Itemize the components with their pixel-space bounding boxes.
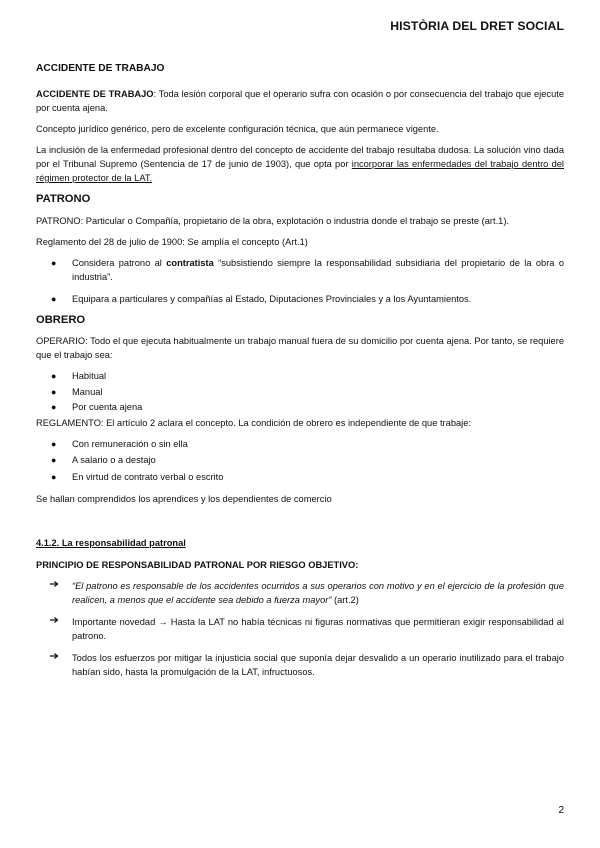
section-heading-obrero: OBRERO (36, 314, 86, 326)
page-number: 2 (558, 805, 564, 816)
arrow-right-icon (49, 651, 59, 661)
list-item-text: Manual (72, 386, 103, 397)
list-item (36, 469, 564, 486)
responsabilidad-novedad: Importante novedad → Hasta la LAT no había técnicas ni figuras normativas que permitieran exigir responsabilidad al patrono. (72, 617, 564, 641)
responsabilidad-subheading: PRINCIPIO DE RESPONSABILIDAD PATRONAL POR RIESGO OBJETIVO: (36, 560, 359, 570)
bullet-icon: ● (51, 371, 57, 381)
section-heading-accidente: ACCIDENTE DE TRABAJO (36, 63, 165, 74)
list-item-text: Por cuenta ajena (72, 402, 143, 412)
patrono-paragraph-1: PATRONO: Particular o Compañía, propietario de la obra, explotación o industria donde el trabajo se preste (art.1). (36, 216, 510, 226)
accidente-paragraph-2: Concepto jurídico genérico, pero de excelente configuración técnica, que aún permanece vigente. (36, 124, 439, 134)
accidente-paragraph-3-underlined: incorporar las enfermedades del trabajo dentro del régimen protector de la LAT. (36, 159, 564, 183)
patrono-bullet-2-text: Equipara a particulares y compañías al Estado, Diputaciones Provinciales y a los Ayuntamientos. (72, 294, 472, 304)
list-item (36, 436, 564, 453)
bullet-icon: ● (51, 455, 57, 465)
page-header-title: HISTÒRIA DEL DRET SOCIAL (390, 19, 564, 33)
patrono-bullet-list (36, 256, 564, 306)
responsabilidad-quote-ref: (art.2) (331, 595, 359, 605)
section-heading-patrono: PATRONO (36, 193, 91, 205)
list-item-text: En virtud de contrato verbal o escrito (72, 471, 224, 482)
list-item (36, 579, 564, 607)
accidente-paragraph-3-text: La inclusión de la enfermedad profesional dentro del concepto de accidente del trabajo resultaba dudosa. La solución vino dada por el Tribunal Supremo (Sentencia de 17 de junio de 1903), que opta por (36, 145, 564, 169)
list-item-text: Con remuneración o sin ella (72, 438, 188, 449)
obrero-requirements-list (36, 369, 564, 416)
bullet-icon: ● (51, 402, 57, 412)
arrow-right-icon (49, 579, 59, 589)
bullet-icon: ● (51, 438, 57, 449)
section-heading-responsabilidad (36, 536, 564, 550)
list-item (36, 385, 564, 401)
patrono-bullet-1-post: “subsistiendo siempre la responsabilidad subsidiaria del propietario de la obra o industria”. (72, 258, 564, 282)
patrono-paragraph-2: Reglamento del 28 de julio de 1900: Se amplía el concepto (Art.1) (36, 237, 308, 247)
list-item (36, 256, 564, 284)
list-item-text: A salario o a destajo (72, 455, 156, 465)
patrono-bullet-1-pre: Considera patrono al (72, 258, 167, 268)
section-heading-responsabilidad-text: 4.1.2. La responsabilidad patronal (36, 538, 186, 548)
bullet-icon: ● (51, 471, 57, 482)
list-item (36, 369, 564, 385)
bullet-icon: ● (51, 294, 57, 304)
list-item-text: Habitual (72, 371, 107, 381)
accidente-definition (36, 87, 564, 115)
bullet-icon: ● (51, 258, 57, 268)
list-item (36, 292, 564, 306)
responsabilidad-esfuerzos: Todos los esfuerzos por mitigar la injusticia social que suponía dejar desvalido a un operario inutilizado para el trabajo habían sido, hasta la promulgación de la LAT, infructuosos. (72, 653, 564, 677)
accidente-paragraph-3 (36, 143, 564, 185)
responsabilidad-quote: “El patrono es responsable de los accidentes ocurridos a sus operarios con motivo y en el ejercicio de la profesión que realicen, a menos que el accidente sea debido a fuerza mayor” (72, 581, 564, 605)
accidente-definition-label: ACCIDENTE DE TRABAJO (36, 89, 154, 99)
list-item (36, 400, 564, 416)
list-item (36, 452, 564, 469)
responsabilidad-arrow-list (36, 579, 564, 679)
obrero-paragraph-1: OPERARIO: Todo el que ejecuta habitualmente un trabajo manual fuera de su domicilio por cuenta ajena. Por tanto, se requiere que el trabajo sea: (36, 336, 564, 360)
obrero-paragraph-3: Se hallan comprendidos los aprendices y los dependientes de comercio (36, 494, 332, 504)
list-item (36, 651, 564, 679)
page-content (36, 62, 564, 679)
obrero-paragraph-2: REGLAMENTO: El artículo 2 aclara el concepto. La condición de obrero es independiente de que trabaje: (36, 417, 471, 428)
list-item (36, 615, 564, 643)
obrero-conditions-list (36, 436, 564, 486)
patrono-bullet-1-bold: contratista (166, 258, 214, 268)
arrow-right-icon (49, 615, 59, 625)
bullet-icon: ● (51, 386, 57, 397)
accidente-definition-text: : Toda lesión corporal que el operario sufra con ocasión o por consecuencia del trabajo que ejecute por cuenta ajena. (36, 89, 564, 113)
